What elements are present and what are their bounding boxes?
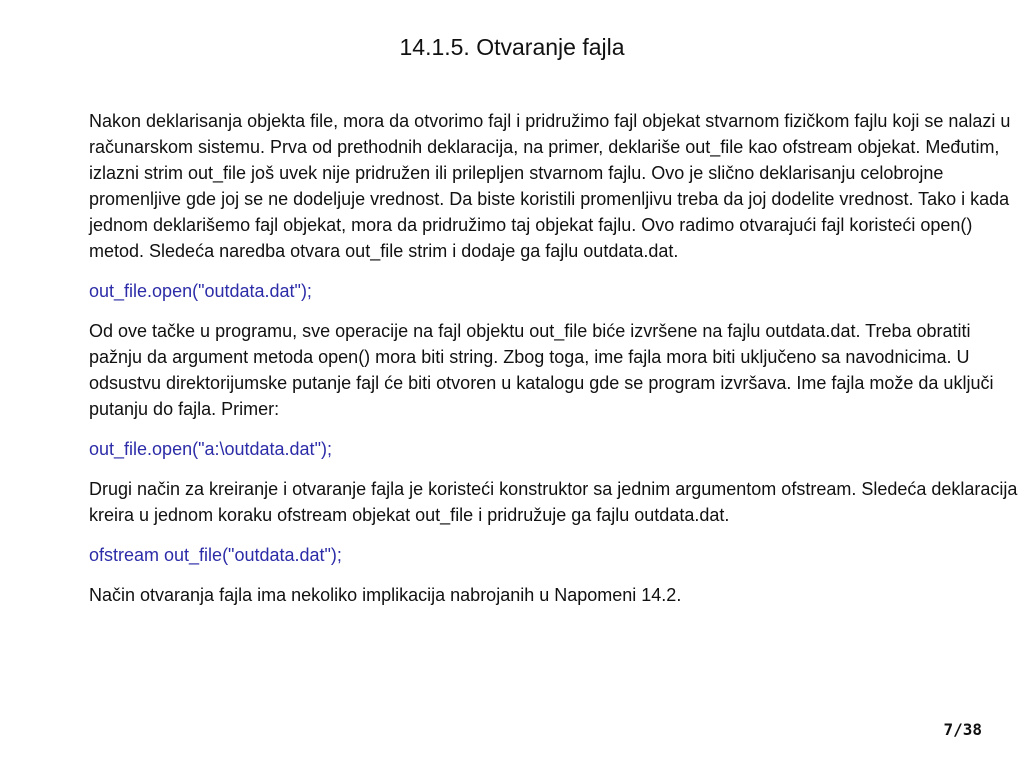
paragraph-intro: Nakon deklarisanja objekta file, mora da otvorimo fajl i pridružimo fajl objekat stvarnom fizičkom fajlu koji se nalazi u računarskom sistemu. Prva od prethodnih deklaracija, na primer, deklariše out_file kao ofstream objekat. Međutim, izlazni strim out_file još uvek nije pridružen ili prilepljen stvarnom fajlu. Ovo je slično deklarisanju celobrojne promenljive gde joj se ne dodeljuje vrednost. Da biste koristili promenljivu treba da joj dodelite vrednost. Tako i kada jednom deklarišemo fajl objekat, mora da pridružimo taj objekat fajlu. Ovo radimo otvarajući fajl koristeći open() metod. Sledeća naredba otvara out_file strim i dodaje ga fajlu outdata.dat. <box>89 111 1011 261</box>
paragraph-open-details: Od ove tačke u programu, sve operacije na fajl objektu out_file biće izvršene na fajlu outdata.dat. Treba obratiti pažnju da argument metoda open() mora biti string. Zbog toga, ime fajla mora biti uključeno sa navodnicima. U odsustvu direktorijumske putanje fajl će biti otvoren u katalogu gde se program izvršava. Ime fajla može da uključi putanju do fajla. Primer: <box>89 321 994 419</box>
page-number: 7/38 <box>943 720 982 739</box>
slide-content <box>89 108 1019 622</box>
slide-title: 14.1.5. Otvaranje fajla <box>399 34 625 60</box>
paragraph-constructor: Drugi način za kreiranje i otvaranje fajla je koristeći konstruktor sa jednim argumentom ofstream. Sledeća deklaracija kreira u jednom koraku ofstream objekat out_file i pridružuje ga fajlu outdata.dat. <box>89 479 1018 525</box>
paragraph-implications: Način otvaranja fajla ima nekoliko implikacija nabrojanih u Napomeni 14.2. <box>89 585 682 605</box>
code-example-constructor: ofstream out_file("outdata.dat"); <box>89 545 342 565</box>
code-example-open: out_file.open("outdata.dat"); <box>89 281 312 301</box>
code-example-open-path: out_file.open("a:\outdata.dat"); <box>89 439 332 459</box>
